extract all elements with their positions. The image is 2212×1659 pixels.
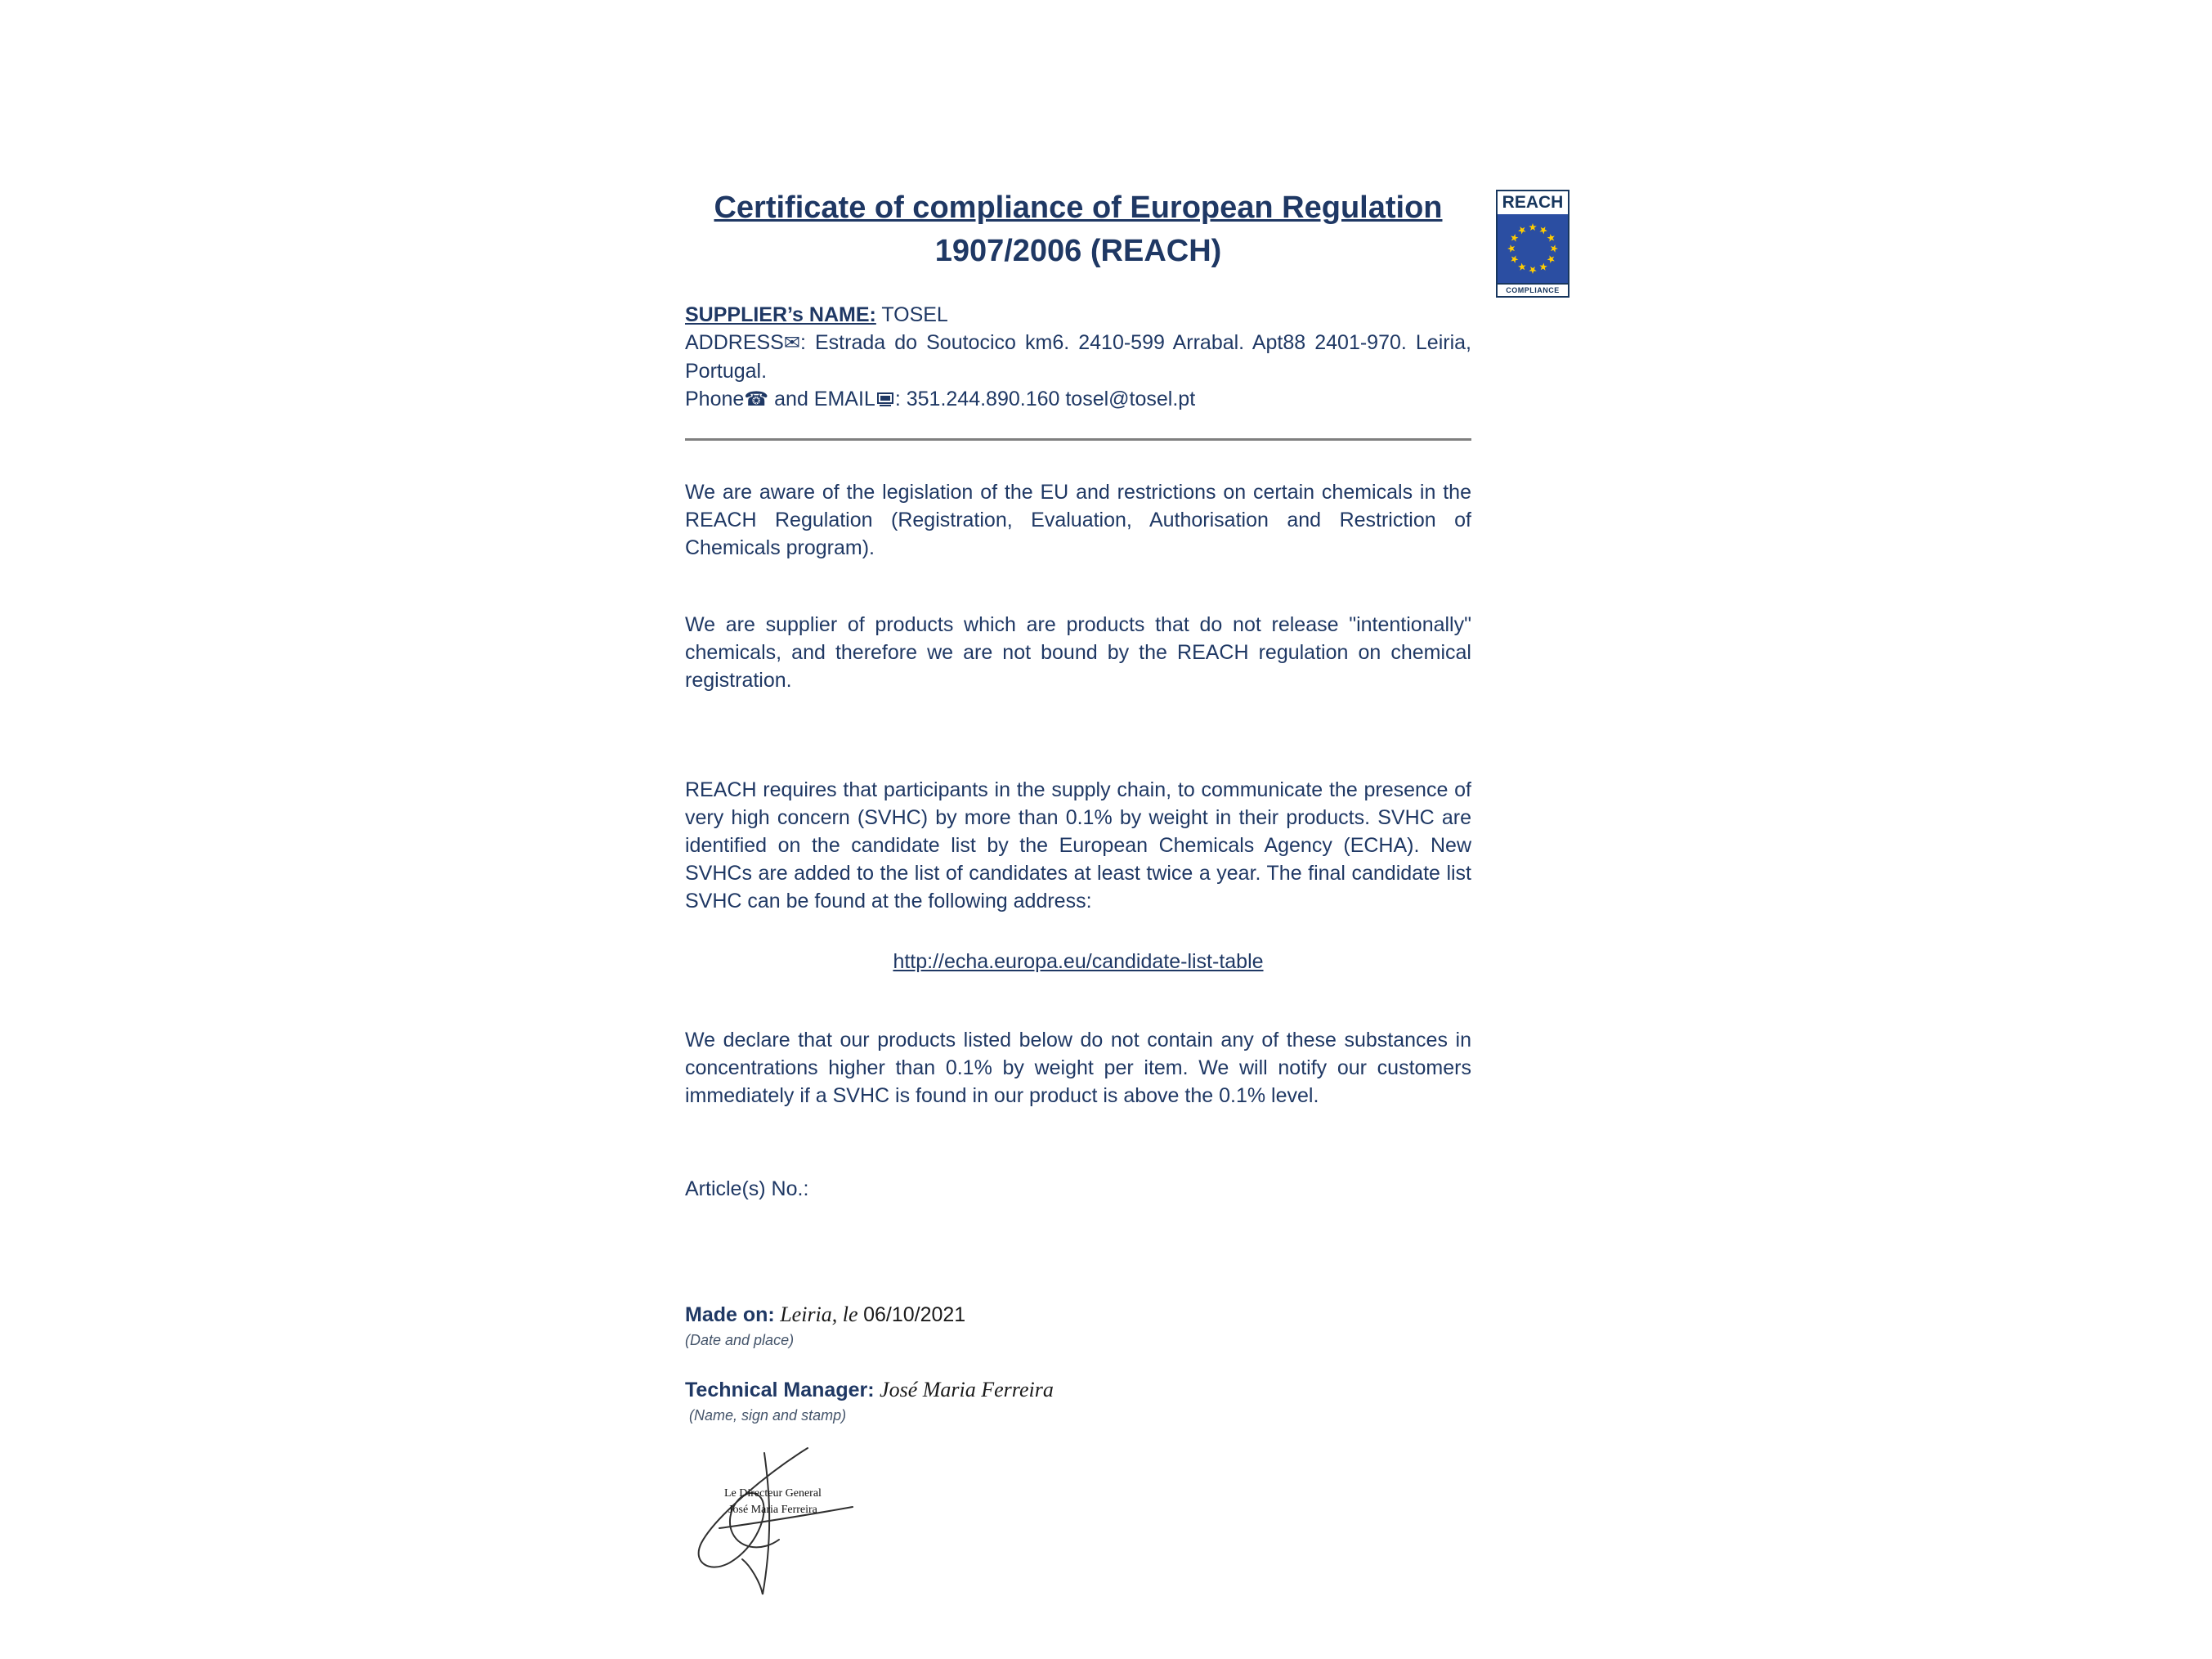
paragraph-svhc-requirement: REACH requires that participants in the supply chain, to communicate the presence of very high concern (SVHC) by more than 0.1% by weight in their products. SVHC are identified on the candidate list by the European Chemicals Agency (ECHA). New SVHCs are added to the list of candidates at least twice a year. The final candidate list SVHC can be found at the following address: xyxy=(685,778,1471,912)
article-number-line: Article(s) No.: xyxy=(685,1177,809,1200)
supplier-contact-line xyxy=(685,385,1471,414)
signature-line1: Le Directeur General xyxy=(724,1487,822,1500)
email-label: and EMAIL xyxy=(768,388,875,410)
signature-block xyxy=(685,1443,898,1598)
eu-flag-icon xyxy=(1498,214,1568,283)
address-label: ADDRESS xyxy=(685,331,784,354)
separator-line xyxy=(685,438,1471,441)
document-body xyxy=(685,186,1564,1598)
signature-scribble-icon xyxy=(685,1443,873,1598)
signature-text xyxy=(724,1486,822,1518)
supplier-name-value: TOSEL xyxy=(875,303,948,326)
phone-label: Phone xyxy=(685,388,745,410)
candidate-list-link[interactable]: http://echa.europa.eu/candidate-list-table xyxy=(893,950,1264,973)
made-on-line xyxy=(685,1301,1471,1329)
supplier-name-line xyxy=(685,301,1471,329)
envelope-icon: ✉ xyxy=(783,332,800,354)
fax-icon xyxy=(876,392,894,408)
made-on-date: 06/10/2021 xyxy=(863,1303,966,1326)
paragraph-declaration: We declare that our products listed below do not contain any of these substances in concentrations higher than 0.1% by weight per item. We will notify our customers immediately if a SVHC is found in our product is above the 0.1% level. xyxy=(685,1029,1471,1107)
supplier-address-line xyxy=(685,329,1471,385)
phone-icon: ☎ xyxy=(744,388,769,410)
technical-manager-label: Technical Manager: xyxy=(685,1379,875,1401)
address-value: : Estrada do Soutocico km6. 2410-599 Arrabal. Apt88 2401-970. Leiria, Portugal. xyxy=(685,331,1471,383)
reach-logo-caption: COMPLIANCE xyxy=(1498,283,1568,296)
title-line1: Certificate of compliance of European Regulation xyxy=(714,191,1443,225)
made-on-label: Made on: xyxy=(685,1303,775,1326)
paragraph-supplier-statement: We are supplier of products which are products that do not release "intentionally" chemicals, and therefore we are not bound by the REACH regulation on chemical registration. xyxy=(685,613,1471,692)
date-place-note: (Date and place) xyxy=(685,1332,795,1348)
technical-manager-value: José Maria Ferreira xyxy=(874,1378,1054,1401)
name-sign-stamp-note: (Name, sign and stamp) xyxy=(689,1407,847,1424)
supplier-block xyxy=(685,301,1471,414)
reach-compliance-logo xyxy=(1496,190,1569,298)
signature-line2: José Maria Ferreira xyxy=(728,1504,817,1516)
technical-manager-line xyxy=(685,1376,1471,1404)
candidate-list-link-line xyxy=(685,948,1471,975)
title-line2: 1907/2006 (REACH) xyxy=(934,234,1222,268)
supplier-name-label: SUPPLIER’s NAME: xyxy=(685,303,876,326)
contact-value: : 351.244.890.160 tosel@tosel.pt xyxy=(894,388,1196,410)
document-title xyxy=(685,186,1471,273)
made-on-place: Leiria, le xyxy=(774,1303,864,1326)
reach-logo-text: REACH xyxy=(1502,193,1564,212)
paragraph-awareness: We are aware of the legislation of the EU and restrictions on certain chemicals in the REACH Regulation (Registration, Evaluation, Authorisation and Restriction of Chemicals program). xyxy=(685,481,1471,559)
